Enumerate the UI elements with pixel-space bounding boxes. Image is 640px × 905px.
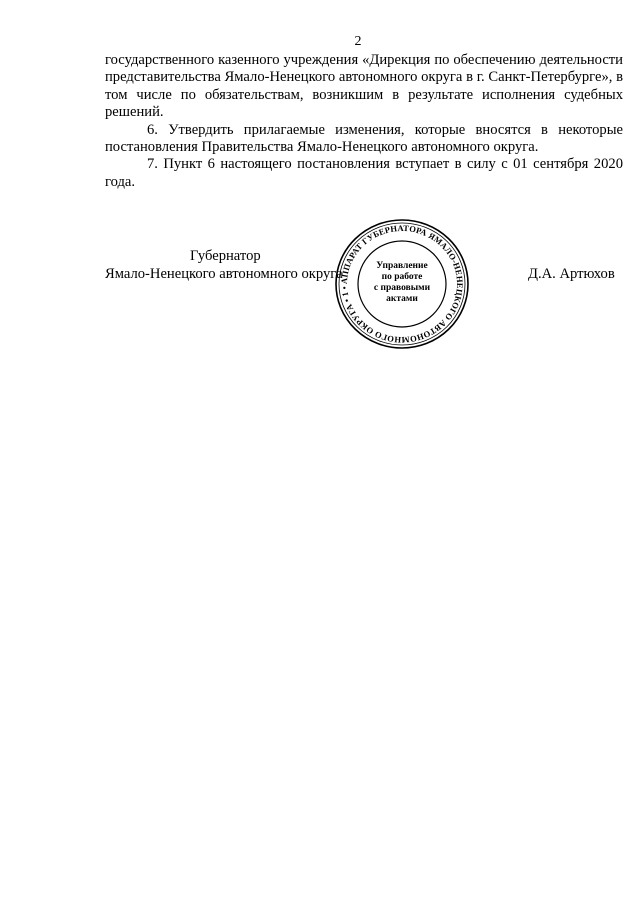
stamp-ring-text: АППАРАТ ГУБЕРНАТОРА ЯМАЛО-НЕНЕЦКОГО АВТОНОМНОГО ОКРУГА • 1 • <box>338 222 466 346</box>
official-stamp-icon <box>334 218 470 350</box>
paragraph-continuation: государственного казенного учреждения «Дирекция по обеспечению деятельности представительства Ямало-Ненецкого автономного округа в г. Санкт-Петербурге», в том числе по обязательствам, возникшим в результате исполнения судебных решений. <box>105 52 623 121</box>
stamp-line-3: с правовыми <box>373 283 431 293</box>
page-number: 2 <box>354 34 362 49</box>
stamp-line-2: по работе <box>381 272 423 282</box>
paragraph-item-6: 6. Утвердить прилагаемые изменения, которые вносятся в некоторые постановления Правительства Ямало-Ненецкого автономного округа. <box>105 121 623 156</box>
signature-name: Д.А. Артюхов <box>528 266 615 282</box>
signature-title: Губернатор <box>190 248 261 264</box>
signature-organization: Ямало-Ненецкого автономного округа <box>105 266 343 282</box>
stamp-line-1: Управление <box>376 261 428 271</box>
paragraph-item-7: 7. Пункт 6 настоящего постановления вступает в силу с 01 сентября 2020 года. <box>105 156 623 190</box>
stamp-line-4: актами <box>386 294 418 304</box>
body-text <box>105 52 623 191</box>
